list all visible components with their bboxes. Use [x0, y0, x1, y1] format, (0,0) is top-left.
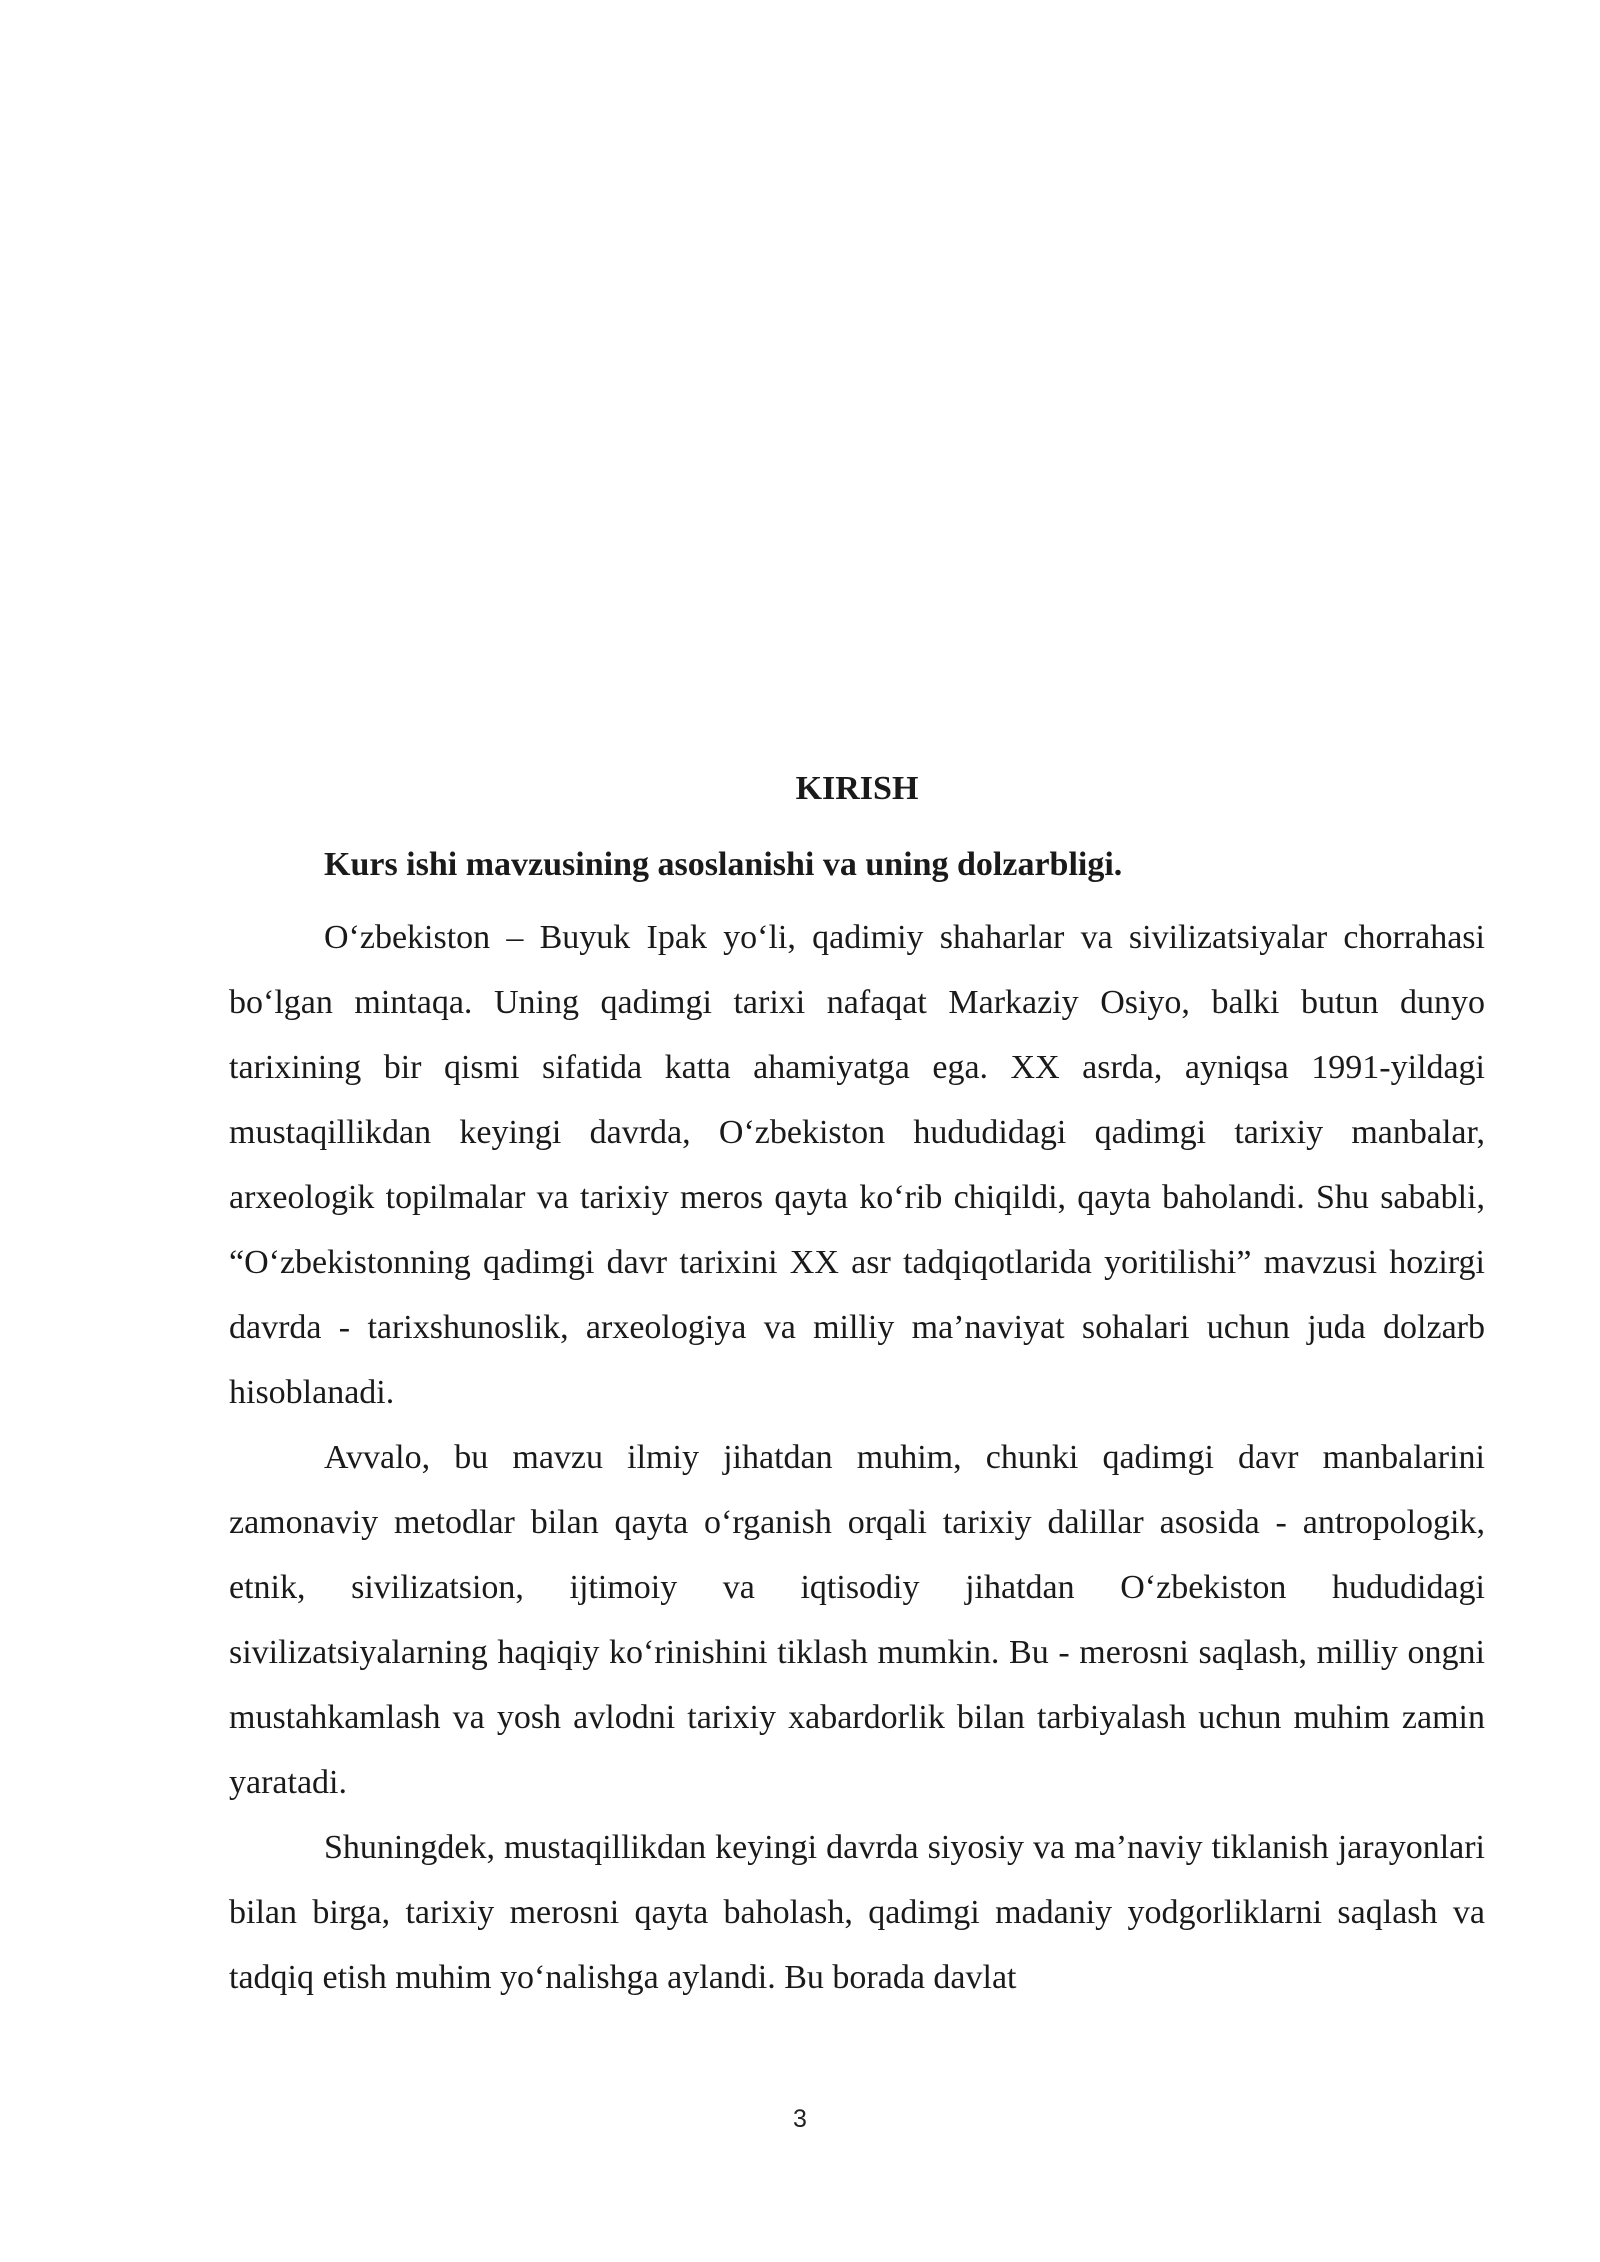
paragraph-1: O‘zbekiston – Buyuk Ipak yo‘li, qadimiy shaharlar va sivilizatsiyalar chorrahasi bo‘lgan mintaqa. Uning qadimgi tarixi nafaqat Markaziy Osiyo, balki butun dunyo tarixining bir qismi sifatida katta ahamiyatga ega. XX asrda, ayniqsa 1991-yildagi mustaqillikdan keyingi davrda, O‘zbekiston hududidagi qadimgi tarixiy manbalar, arxeologik topilmalar va tarixiy meros qayta ko‘rib chiqildi, qayta baholandi. Shu sababli, “O‘zbekistonning qadimgi davr tarixini XX asr tadqiqotlarida yoritilishi” mavzusi hozirgi davrda - tarixshunoslik, arxeologiya va milliy ma’naviyat sohalari uchun juda dolzarb hisoblanadi. [229, 919, 1485, 1411]
section-subheading: Kurs ishi mavzusining asoslanishi va uning dolzarbligi. [324, 846, 1123, 883]
paragraph-3: Shuningdek, mustaqillikdan keyingi davrda siyosiy va ma’naviy tiklanish jarayonlari bilan birga, tarixiy merosni qayta baholash, qadimgi madaniy yodgorliklarni saqlash va tadqiq etish muhim yo‘nalishga aylandi. Bu borada davlat [229, 1829, 1485, 1996]
section-heading: KIRISH [795, 770, 919, 807]
page-content [229, 764, 1485, 2010]
paragraph-2: Avvalo, bu mavzu ilmiy jihatdan muhim, chunki qadimgi davr manbalarini zamonaviy metodlar bilan qayta o‘rganish orqali tarixiy dalillar asosida - antropologik, etnik, sivilizatsion, ijtimoiy va iqtisodiy jihatdan O‘zbekiston hududidagi sivilizatsiyalarning haqiqiy ko‘rinishini tiklash mumkin. Bu - merosni saqlash, milliy ongni mustahkamlash va yosh avlodni tarixiy xabardorlik bilan tarbiyalash uchun muhim zamin yaratadi. [229, 1439, 1485, 1801]
page-number: 3 [793, 2105, 807, 2133]
